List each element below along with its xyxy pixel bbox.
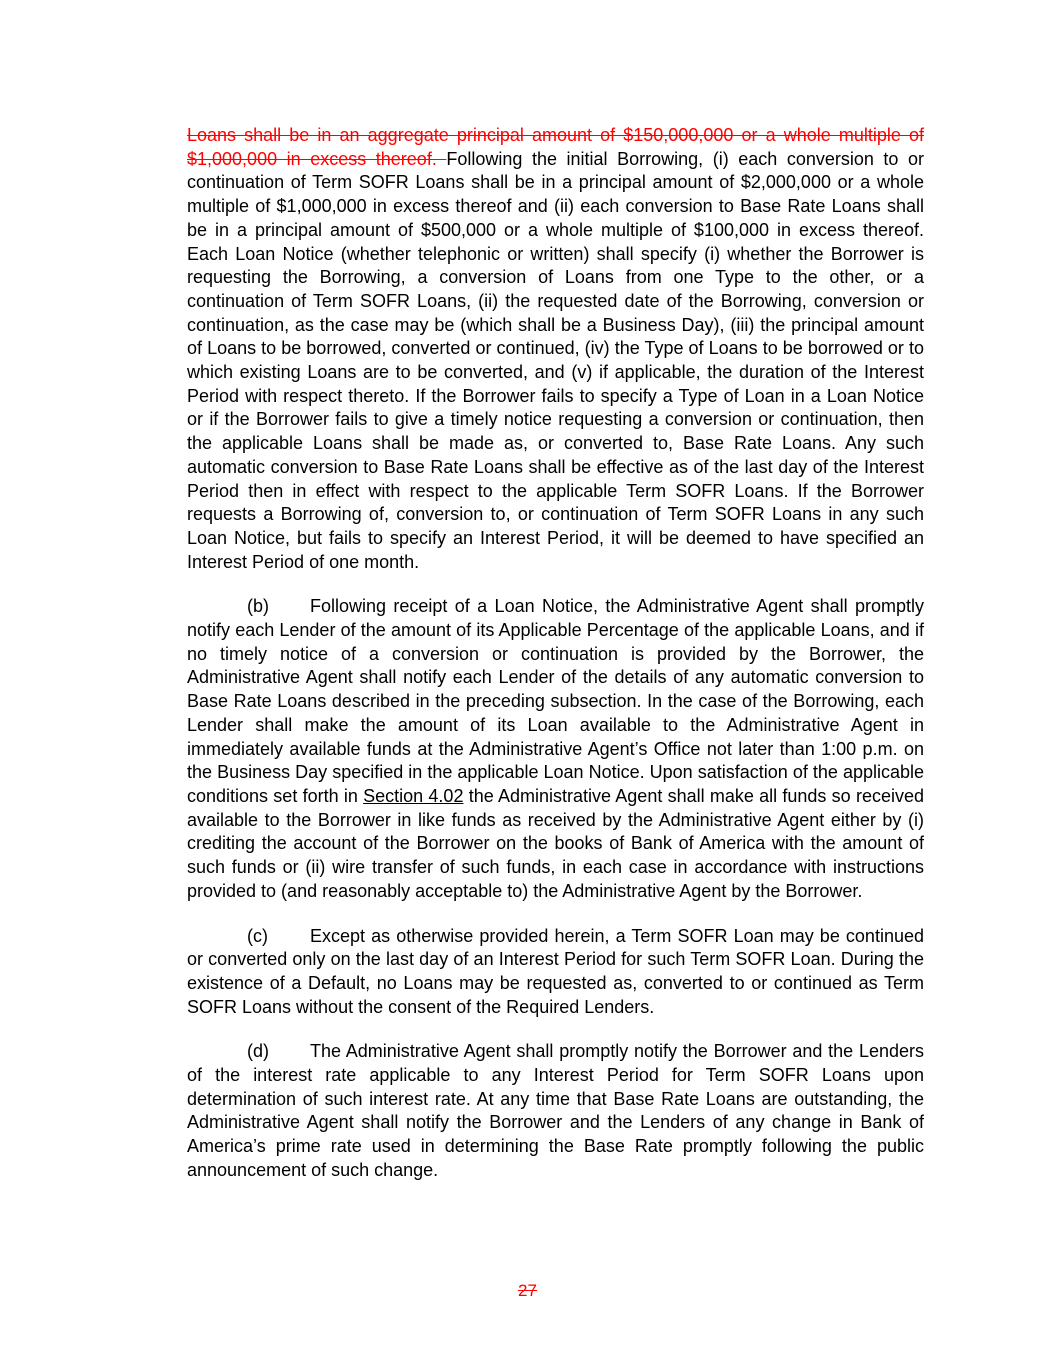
document-page xyxy=(187,124,924,1204)
paragraph-b xyxy=(187,595,924,903)
paragraph-a-continuation xyxy=(187,124,924,574)
section-reference-link[interactable]: Section 4.02 xyxy=(363,785,464,806)
paragraph-marker-d: (d) xyxy=(247,1041,269,1062)
paragraph-text: Except as otherwise provided herein, a Term SOFR Loan may be continued or converted only on the last day of an Interest Period for such Term SOFR Loan. During the existence of a Default, no Loans may be requested as, converted to or continued as Term SOFR Loans without the consent of the Required Lenders. xyxy=(187,925,924,1017)
deleted-text: Loans shall be in an aggregate principal amount of $150,000,000 or a whole multiple of $1,000,000 in excess thereof. xyxy=(187,125,924,169)
paragraph-text: The Administrative Agent shall promptly notify the Borrower and the Lenders of the interest rate applicable to any Interest Period for Term SOFR Loans upon determination of such interest rate. At any time that Base Rate Loans are outstanding, the Administrative Agent shall notify the Borrower and the Lenders of any change in Bank of America’s prime rate used in determining the Base Rate promptly following the public announcement of such change. xyxy=(187,1041,924,1180)
paragraph-text: the Administrative Agent shall make all funds so received available to the Borrower in like funds as received by the Administrative Agent either by (i) crediting the account of the Borrower on the books of Bank of America with the amount of such funds or (ii) wire transfer of such funds, in each case in accordance with instructions provided to (and reasonably acceptable to) the Administrative Agent by the Borrower. xyxy=(187,785,924,901)
paragraph-marker-c: (c) xyxy=(247,925,268,946)
paragraph-marker-b: (b) xyxy=(247,596,269,617)
page-number: 27 xyxy=(518,1281,537,1300)
paragraph-d xyxy=(187,1040,924,1182)
paragraph-text: Following the initial Borrowing, (i) each conversion to or continuation of Term SOFR Loans shall be in a principal amount of $2,000,000 or a whole multiple of $1,000,000 in excess thereof and (ii) each conversion to Base Rate Loans shall be in a principal amount of $500,000 or a whole multiple of $100,000 in excess thereof. Each Loan Notice (whether telephonic or written) shall specify (i) whether the Borrower is requesting the Borrowing, a conversion of Loans from one Type to the other, or a continuation of Term SOFR Loans, (ii) the requested date of the Borrowing, conversion or continuation, as the case may be (which shall be a Business Day), (iii) the principal amount of Loans to be borrowed, converted or continued, (iv) the Type of Loans to be borrowed or to which existing Loans are to be converted, and (v) if applicable, the duration of the Interest Period with respect thereto. If the Borrower fails to specify a Type of Loan in a Loan Notice or if the Borrower fails to give a timely notice requesting a conversion or continuation, then the applicable Loans shall be made as, or converted to, Base Rate Loans. Any such automatic conversion to Base Rate Loans shall be effective as of the last day of the Interest Period then in effect with respect to the applicable Term SOFR Loans. If the Borrower requests a Borrowing of, conversion to, or continuation of Term SOFR Loans in any such Loan Notice, but fails to specify an Interest Period, it will be deemed to have specified an Interest Period of one month. xyxy=(187,148,924,572)
paragraph-text: Following receipt of a Loan Notice, the Administrative Agent shall promptly notify each Lender of the amount of its Applicable Percentage of the applicable Loans, and if no timely notice of a conversion or continuation is provided by the Borrower, the Administrative Agent shall notify each Lender of the details of any automatic conversion to Base Rate Loans described in the preceding subsection. In the case of the Borrowing, each Lender shall make the amount of its Loan available to the Administrative Agent in immediately available funds at the Administrative Agent’s Office not later than 1:00 p.m. on the Business Day specified in the applicable Loan Notice. Upon satisfaction of the applicable conditions set forth in xyxy=(187,596,924,806)
paragraph-c xyxy=(187,925,924,1020)
